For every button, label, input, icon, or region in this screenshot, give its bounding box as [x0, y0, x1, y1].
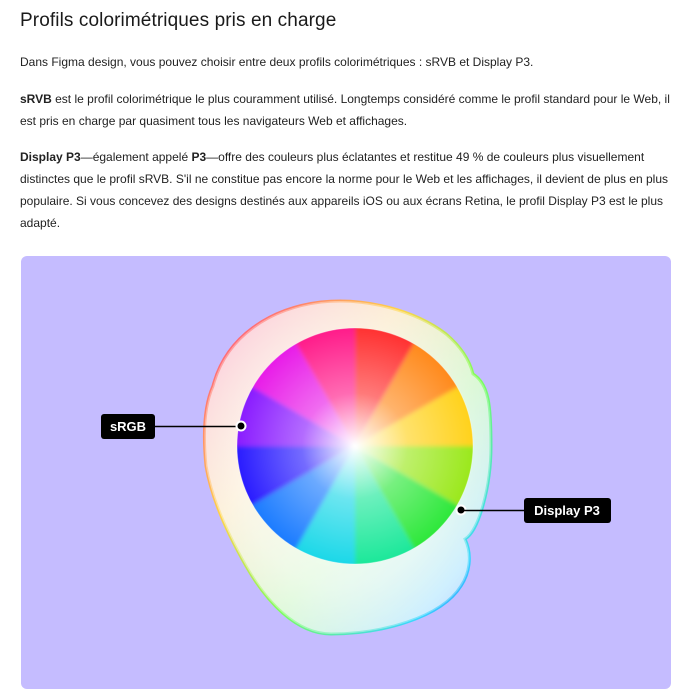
srvb-description: est le profil colorimétrique le plus couramment utilisé. Longtemps considéré comme le profil standard pour le Web, il est pris en charge par quasiment tous les navigateurs Web et affichages. — [20, 92, 670, 128]
color-gamut-illustration — [21, 256, 671, 689]
display-p3-term: Display P3 — [20, 150, 81, 164]
intro-paragraph: Dans Figma design, vous pouvez choisir entre deux profils colorimétriques : sRVB et Display P3. — [20, 55, 534, 69]
srgb-marker — [237, 422, 246, 431]
srgb-label: sRGB — [109, 419, 147, 434]
srvb-paragraph — [20, 88, 672, 132]
display-p3-mid: —également appelé — [80, 150, 192, 164]
gamut-diagram — [21, 256, 671, 689]
srvb-term: sRVB — [20, 92, 52, 106]
display-p3-paragraph — [20, 146, 672, 234]
display-p3-label: Display P3 — [534, 503, 600, 518]
display-p3-description: —offre des couleurs plus éclatantes et restitue 49 % de couleurs plus visuellement distinctes que le profil sRVB. S'il ne constitue pas encore la norme pour le Web et les affichages, il devient de plus en plus populaire. Si vous concevez des designs destinés aux appareils iOS ou aux écrans Retina, le profil Display P3 est le plus adapté. — [20, 150, 668, 230]
p3-term: P3 — [191, 150, 207, 164]
page-title: Profils colorimétriques pris en charge — [20, 10, 337, 31]
